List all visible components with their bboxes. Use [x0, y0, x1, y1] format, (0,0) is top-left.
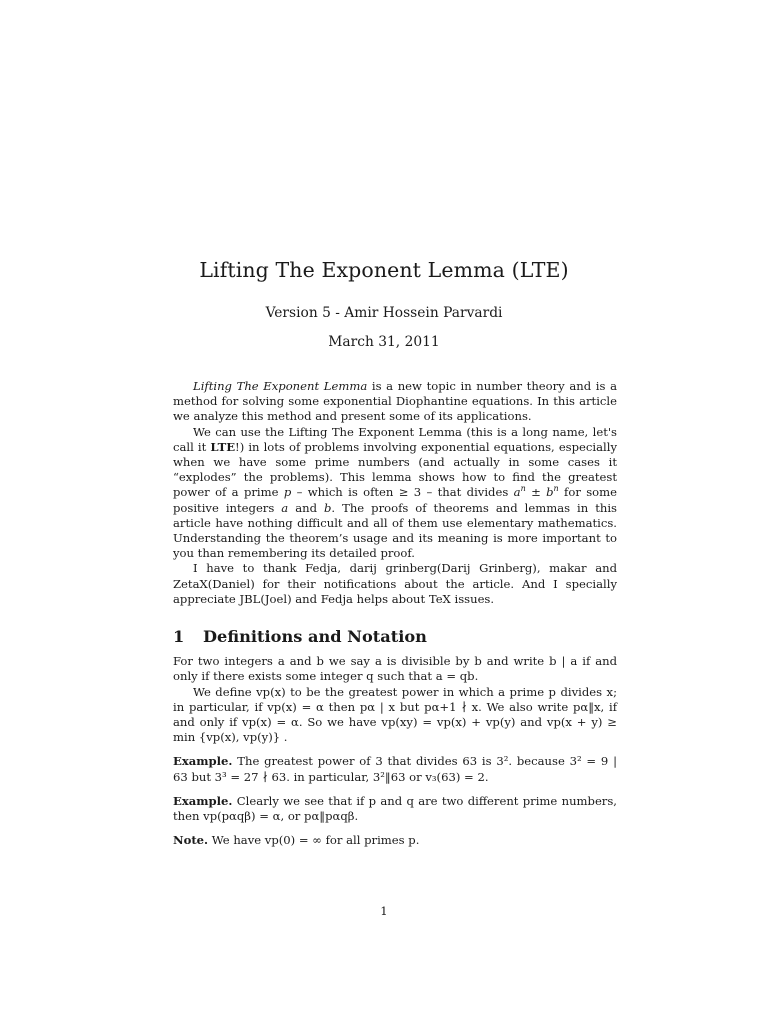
note-text: We have vp(0) = ∞ for all primes p.	[211, 833, 420, 848]
paper-date: March 31, 2011	[328, 334, 440, 350]
intro-p2-a: We can use the Lifting The Exponent Lemma (this is a long name, let's call it	[173, 424, 617, 454]
lte-bold: LTE	[210, 439, 236, 454]
intro-p2-f: . The proofs of theorems and lemmas in this article have nothing difficult and all of them use elementary mathematics. Understanding the theorem’s usage and its meaning is more important to you than remembering its detailed proof.	[173, 500, 618, 561]
definition-paragraph-2: We define vp(x) to be the greatest power in which a prime p divides x; in particular, if vp(x) = α then pα | x but pα+1 ∤ x. We also write pα‖x, if and only if vp(x) = α. So we have vp(xy) = vp(x) + vp(y) and vp(x + y) ≥ min {vp(x), vp(y)} .	[173, 684, 617, 745]
lte-emphasis: Lifting The Exponent Lemma	[193, 379, 368, 393]
definition-paragraph-1: For two integers a and b we say a is divisible by b and write b | a if and only if there exists some integer q such that a = qb.	[173, 654, 617, 684]
example-1-text: The greatest power of 3 that divides 63 is 3². because 3² = 9 | 63 but 3³ = 27 ∤ 63. in particular, 3²‖63 or v₃(63) = 2.	[173, 754, 617, 784]
paper-title: Lifting The Exponent Lemma (LTE)	[199, 258, 569, 282]
intro-p2-b: !) in lots of problems involving exponential equations, especially when we have some prime numbers (and actually in some cases it “explodes” the problems). This lemma shows how to find the greatest power of a prime	[173, 439, 617, 500]
example-2-text: Clearly we see that if p and q are two different prime numbers, then vp(pαqβ) = α, or pα‖pαqβ.	[173, 793, 617, 824]
example-1	[173, 754, 617, 784]
intro-paragraph-1-text: is a new topic in number theory and is a method for solving some exponential Diophantine equations. In this article we analyze this method and present some of its applications.	[173, 379, 617, 424]
section-heading	[173, 627, 617, 647]
math-an-pm-bn: $a^n \pm b^n$	[513, 484, 559, 500]
intro-p2-e: and	[288, 500, 324, 515]
intro-paragraph-1	[173, 379, 617, 425]
example-2	[173, 794, 617, 824]
paper-body	[173, 379, 617, 848]
intro-paragraph-3: I have to thank Fedja, darij grinberg(Darij Grinberg), makar and ZetaX(Daniel) for their notifications about the article. And I specially appreciate JBL(Joel) and Fedja helps about TeX issues.	[173, 561, 617, 606]
page-number: 1	[380, 904, 388, 918]
math-b: b	[324, 500, 332, 515]
note	[173, 833, 617, 848]
note-label: Note.	[173, 833, 209, 848]
example-2-label: Example.	[173, 793, 233, 808]
section-number: 1	[173, 627, 185, 647]
section-title: Definitions and Notation	[203, 627, 427, 647]
intro-paragraph-2	[173, 425, 617, 562]
intro-p2-d: for some positive integers	[173, 485, 617, 515]
math-p: p	[283, 485, 292, 500]
paper-author: Version 5 - Amir Hossein Parvardi	[265, 305, 503, 321]
intro-p2-c: – which is often ≥ 3 – that divides	[291, 485, 514, 500]
example-1-label: Example.	[173, 754, 233, 769]
math-a: a	[281, 500, 289, 515]
